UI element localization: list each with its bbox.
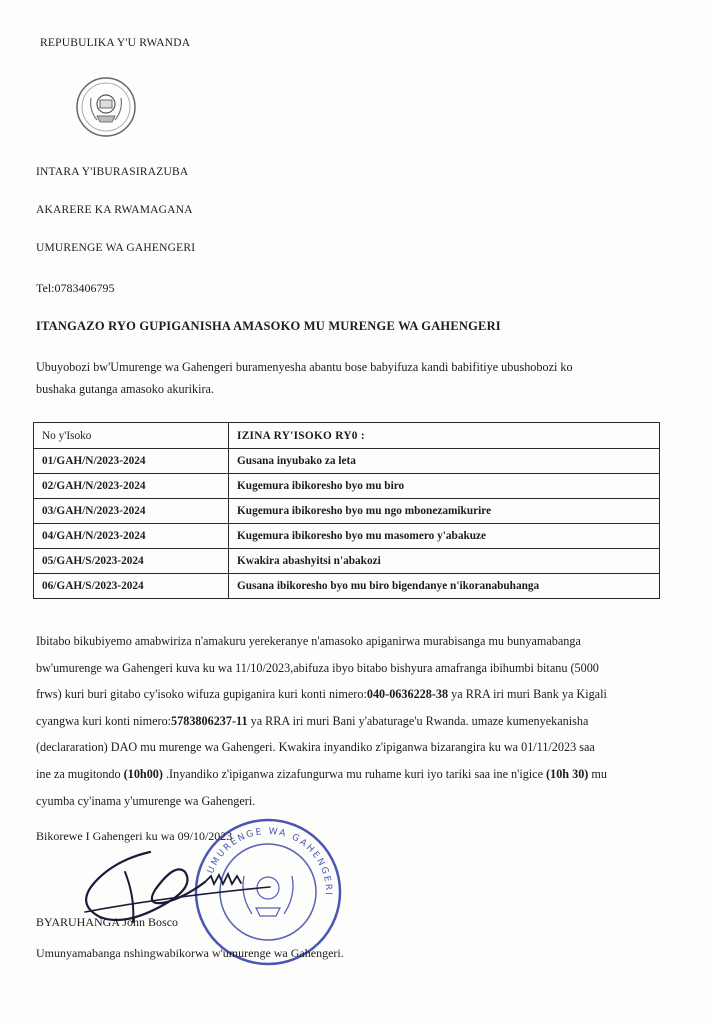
body-line-6c: mu: [588, 766, 607, 781]
body-line-2: bw'umurenge wa Gahengeri kuva ku wa 11/10/2023,abifuza ibyo bitabo bishyura amafranga ibihumbi bitanu (5000: [36, 660, 599, 675]
tender-number: 04/GAH/N/2023-2024: [34, 524, 229, 549]
signatory-role: Umunyamabanga nshingwabikorwa w'umurenge wa Gahengeri.: [36, 946, 344, 960]
body-line-4a: cyangwa kuri konti nimero:: [36, 713, 172, 728]
body-paragraph: [36, 628, 607, 814]
body-line-6b: .Inyandiko z'ipiganwa zizafungurwa mu ruhame kuri iyo tariki saa ine n'igice: [162, 766, 547, 781]
table-row: [34, 499, 660, 524]
country-heading: REPUBULIKA Y'U RWANDA: [40, 37, 191, 49]
body-line-3a: frws) kuri buri gitabo cy'isoko wifuza gupiganira kuri konti nimero:: [36, 687, 367, 702]
table-row: [34, 449, 660, 474]
account-number-2: 5783806237-11: [171, 713, 248, 728]
tender-number: 02/GAH/N/2023-2024: [34, 474, 229, 499]
body-line-6a: ine za mugitondo: [36, 766, 124, 781]
place-date: Bikorewe I Gahengeri ku wa 09/10/2023: [36, 829, 233, 843]
tender-name: Kugemura ibikoresho byo mu ngo mbonezamikurire: [229, 499, 660, 524]
body-line-1: Ibitabo bikubiyemo amabwiriza n'amakuru yerekeranye n'amasoko apiganirwa murabisanga mu bunyamabanga: [36, 634, 581, 648]
page-title: ITANGAZO RYO GUPIGANISHA AMASOKO MU MURENGE WA GAHENGERI: [36, 319, 501, 333]
table-row: [34, 574, 660, 599]
tender-number: 06/GAH/S/2023-2024: [34, 574, 229, 599]
tender-name: Gusana ibikoresho byo mu biro bigendanye n'ikoranabuhanga: [229, 574, 660, 599]
intro-line-1: Ubuyobozi bw'Umurenge wa Gahengeri buramenyesha abantu bose babyifuza kandi babifitiye ubushobozi ko: [36, 360, 573, 374]
telephone: Tel:0783406795: [36, 281, 115, 295]
sector-heading: UMURENGE WA GAHENGERI: [36, 242, 196, 254]
tender-number: 05/GAH/S/2023-2024: [34, 549, 229, 574]
table-row: [34, 549, 660, 574]
body-line-4: [36, 708, 607, 735]
opening-time: (10h 30): [546, 766, 589, 781]
province-heading: INTARA Y'IBURASIRAZUBA: [36, 166, 189, 178]
tender-name: Kugemura ibikoresho byo mu biro: [229, 474, 660, 499]
tender-name: Gusana inyubako za leta: [229, 449, 660, 474]
district-heading: AKARERE KA RWAMAGANA: [36, 204, 193, 216]
table-row: [34, 524, 660, 549]
body-line-3: [36, 681, 607, 708]
body-line-4b: ya RRA iri muri Bani y'abaturage'u Rwanda. umaze kumenyekanisha: [247, 713, 589, 728]
body-line-3b: ya RRA iri muri Bank ya Kigali: [448, 687, 607, 702]
tender-name: Kwakira abashyitsi n'abakozi: [229, 549, 660, 574]
body-line-6: [36, 761, 607, 788]
intro-paragraph: [36, 354, 573, 402]
stamp-ring-text: UMURENGE WA GAHENGERI: [206, 826, 334, 898]
tender-number: 03/GAH/N/2023-2024: [34, 499, 229, 524]
intro-line-2: bushaka gutanga amasoko akurikira.: [36, 382, 215, 396]
table-row: [34, 474, 660, 499]
tenders-table: [33, 422, 660, 599]
body-line-7: cyumba cy'inama y'umurenge wa Gahengeri.: [36, 793, 256, 808]
col-header-name: IZINA RY'ISOKO RY0 :: [229, 423, 660, 449]
table-header-row: [34, 423, 660, 449]
col-header-number: No y'Isoko: [34, 423, 229, 449]
body-line-5: (declararation) DAO mu murenge wa Gahengeri. Kwakira inyandiko z'ipiganwa bizarangira ku wa 01/11/2023 saa: [36, 740, 595, 755]
account-number-1: 040-0636228-38: [366, 687, 449, 702]
signatory-name: BYARUHANGA John Bosco: [36, 915, 179, 929]
deadline-time: (10h00): [123, 766, 163, 781]
tender-name: Kugemura ibikoresho byo mu masomero y'abakuze: [229, 524, 660, 549]
rwanda-coat-of-arms-icon: [75, 76, 137, 138]
tender-number: 01/GAH/N/2023-2024: [34, 449, 229, 474]
